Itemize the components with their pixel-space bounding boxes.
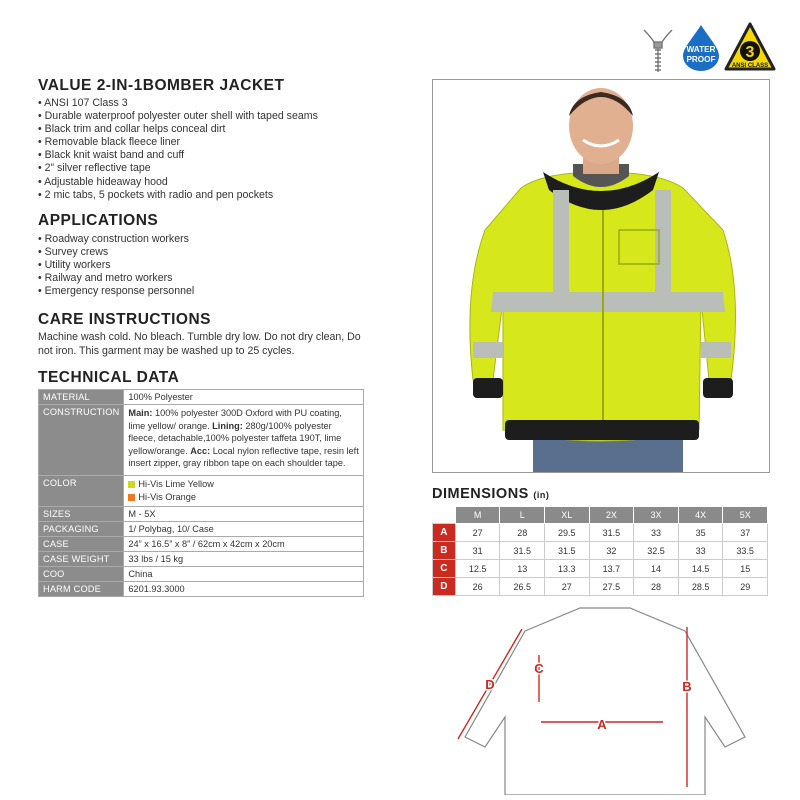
ansi-number: 3 — [745, 44, 755, 61]
table-row — [39, 405, 364, 476]
cell: 14.5 — [678, 560, 723, 578]
list-item: • Black trim and collar helps conceal dirt — [38, 123, 318, 136]
cell: 31.5 — [589, 524, 634, 542]
lining-text: 280g/100% polyester fleece, detachable,100% polyester taffeta 190T, lime yellow/orange. — [128, 420, 342, 456]
cell: 27.5 — [589, 578, 634, 596]
construction-label: CONSTRUCTION — [39, 405, 124, 476]
size-header: XL — [545, 507, 590, 524]
diagram-label-a: A — [597, 717, 607, 732]
row-label: A — [433, 524, 456, 542]
lining-label: Lining: — [212, 420, 243, 431]
list-item: • Roadway construction workers — [38, 233, 194, 246]
coo-label: COO — [39, 567, 124, 582]
harm-code-value: 6201.93.3000 — [124, 582, 364, 597]
cell: 26 — [455, 578, 500, 596]
size-header: 2X — [589, 507, 634, 524]
row-label: C — [433, 560, 456, 578]
list-item: • Black knit waist band and cuff — [38, 149, 318, 162]
case-value: 24” x 16.5” x 8” / 62cm x 42cm x 20cm — [124, 537, 364, 552]
dimensions-table — [432, 506, 768, 596]
cell: 27 — [455, 524, 500, 542]
color-label: COLOR — [39, 476, 124, 507]
care-heading: CARE INSTRUCTIONS — [38, 311, 211, 328]
ansi-label: ANSI CLASS — [731, 63, 769, 69]
list-item: • ANSI 107 Class 3 — [38, 97, 318, 110]
applications-heading: APPLICATIONS — [38, 212, 159, 229]
orange-swatch — [128, 494, 135, 501]
dimensions-unit: (in) — [533, 490, 550, 500]
cell: 35 — [678, 524, 723, 542]
case-label: CASE — [39, 537, 124, 552]
packaging-value: 1/ Polybag, 10/ Case — [124, 522, 364, 537]
zipper-icon — [640, 26, 676, 76]
list-item: • 2 mic tabs, 5 pockets with radio and pen pockets — [38, 189, 318, 202]
table-row — [39, 582, 364, 597]
table-row — [39, 567, 364, 582]
cell: 33 — [634, 524, 679, 542]
size-header: L — [500, 507, 545, 524]
measurement-diagram — [455, 605, 775, 795]
product-photo — [432, 79, 770, 473]
cell: 26.5 — [500, 578, 545, 596]
care-text: Machine wash cold. No bleach. Tumble dry low. Do not dry clean, Do not iron. This garment may be washed up to 25 cycles. — [38, 331, 361, 357]
diagram-label-d: D — [485, 677, 495, 692]
list-item: • Adjustable hideaway hood — [38, 176, 318, 189]
corner-cell — [433, 507, 456, 524]
cell: 31.5 — [500, 542, 545, 560]
cell: 28.5 — [678, 578, 723, 596]
water-badge-line1: WATER — [686, 45, 716, 54]
size-header: 5X — [723, 507, 768, 524]
table-row — [39, 507, 364, 522]
jacket-model-image — [433, 80, 769, 472]
table-row — [39, 390, 364, 405]
size-header: 3X — [634, 507, 679, 524]
table-row — [39, 476, 364, 507]
cell: 32 — [589, 542, 634, 560]
row-label: B — [433, 542, 456, 560]
cell: 15 — [723, 560, 768, 578]
list-item: • Removable black fleece liner — [38, 136, 318, 149]
sizes-value: M - 5X — [124, 507, 364, 522]
case-weight-value: 33 lbs / 15 kg — [124, 552, 364, 567]
cell: 33 — [678, 542, 723, 560]
list-item: • Durable waterproof polyester outer shell with taped seams — [38, 110, 318, 123]
cell: 32.5 — [634, 542, 679, 560]
table-row — [39, 552, 364, 567]
list-item: • Emergency response personnel — [38, 285, 194, 298]
list-item: • 2” silver reflective tape — [38, 162, 318, 175]
table-row — [39, 522, 364, 537]
diagram-label-c: C — [534, 661, 544, 676]
product-title: VALUE 2-IN-1BOMBER JACKET — [38, 77, 285, 94]
cell: 33.5 — [723, 542, 768, 560]
feature-list — [38, 97, 318, 202]
table-header-row — [433, 507, 768, 524]
table-row — [433, 542, 768, 560]
case-weight-label: CASE WEIGHT — [39, 552, 124, 567]
packaging-label: PACKAGING — [39, 522, 124, 537]
construction-value — [124, 405, 364, 476]
cell: 31 — [455, 542, 500, 560]
table-row — [433, 578, 768, 596]
cell: 14 — [634, 560, 679, 578]
lime-swatch — [128, 481, 135, 488]
cell: 31.5 — [545, 542, 590, 560]
cell: 37 — [723, 524, 768, 542]
size-header: M — [455, 507, 500, 524]
harm-code-label: HARM CODE — [39, 582, 124, 597]
dimensions-title: DIMENSIONS — [432, 486, 529, 502]
cell: 12.5 — [455, 560, 500, 578]
acc-text: Local nylon reflective tape, resin left insert zipper, gray ribbon tape on each shoulder tape. — [128, 445, 359, 468]
list-item: • Survey crews — [38, 246, 194, 259]
dimensions-heading — [432, 486, 549, 502]
table-row — [433, 560, 768, 578]
technical-table — [38, 389, 364, 597]
waterproof-icon — [680, 24, 722, 72]
technical-heading: TECHNICAL DATA — [38, 369, 180, 386]
main-text: 100% polyester 300D Oxford with PU coating, lime yellow/ orange. — [128, 408, 342, 431]
color-name: Hi-Vis Lime Yellow — [138, 479, 214, 489]
material-label: MATERIAL — [39, 390, 124, 405]
ansi-class-icon — [724, 22, 776, 72]
sizes-label: SIZES — [39, 507, 124, 522]
cell: 28 — [634, 578, 679, 596]
cell: 29 — [723, 578, 768, 596]
applications-list — [38, 233, 194, 298]
cell: 28 — [500, 524, 545, 542]
list-item: • Railway and metro workers — [38, 272, 194, 285]
table-row — [433, 524, 768, 542]
material-value: 100% Polyester — [124, 390, 364, 405]
main-label: Main: — [128, 408, 153, 418]
cell: 13.3 — [545, 560, 590, 578]
row-label: D — [433, 578, 456, 596]
list-item: • Utility workers — [38, 259, 194, 272]
cell: 29.5 — [545, 524, 590, 542]
acc-label: Acc: — [190, 445, 211, 456]
coo-value: China — [124, 567, 364, 582]
size-header: 4X — [678, 507, 723, 524]
diagram-label-b: B — [682, 679, 692, 694]
cell: 27 — [545, 578, 590, 596]
cell: 13.7 — [589, 560, 634, 578]
cell: 13 — [500, 560, 545, 578]
table-row — [39, 537, 364, 552]
color-name: Hi-Vis Orange — [138, 491, 196, 502]
color-value — [124, 476, 364, 507]
water-badge-line2: PROOF — [686, 55, 716, 64]
